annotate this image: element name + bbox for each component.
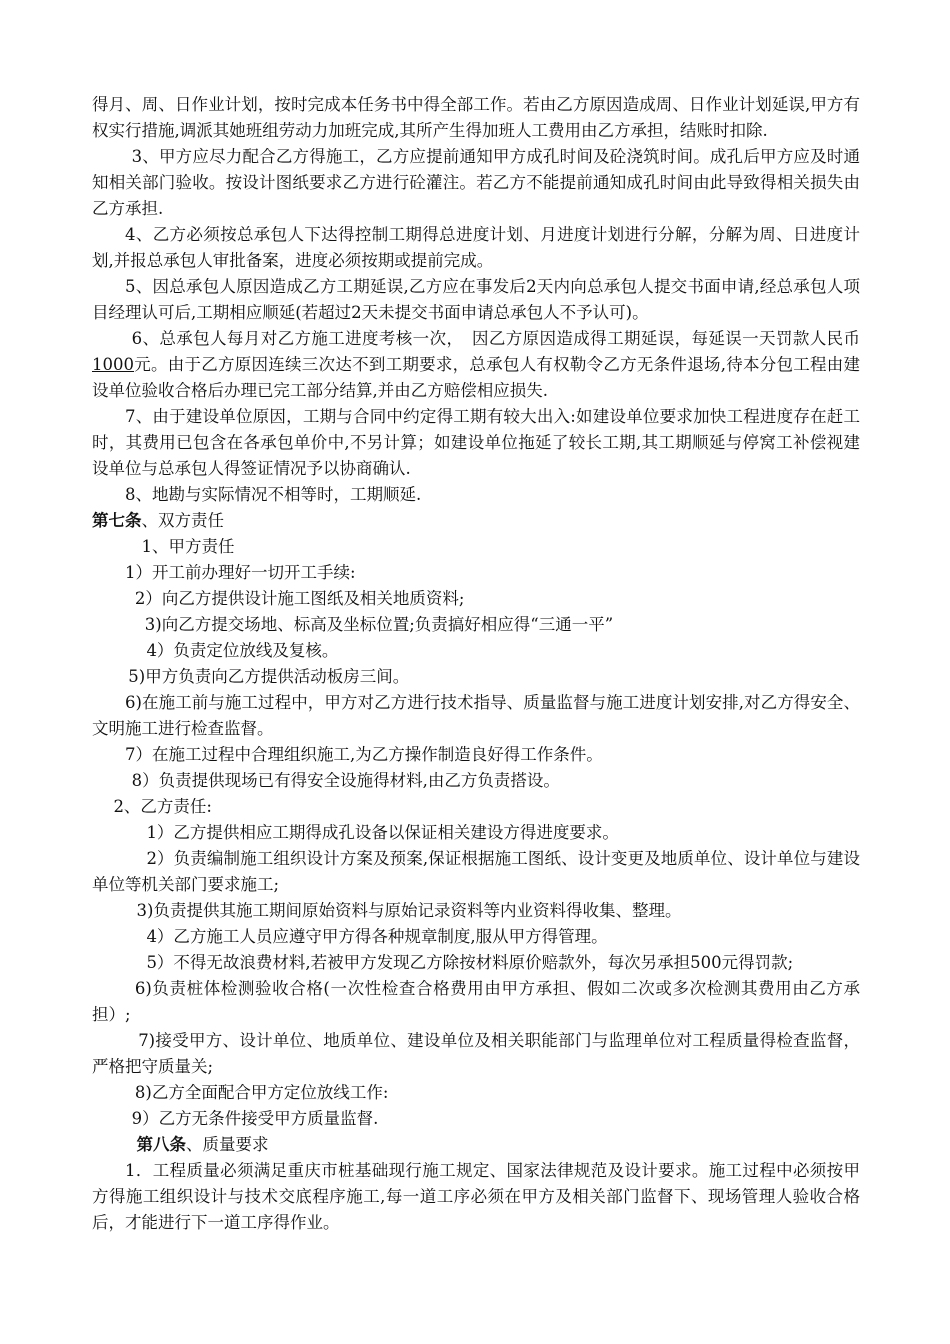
article-8-heading bbox=[92, 1132, 860, 1158]
paragraph-clause-4: 4、乙方必须按总承包人下达得控制工期得总进度计划、月进度计划进行分解，分解为周、日进度计划,并报总承包人审批备案，进度必须按期或提前完成。 bbox=[92, 225, 860, 270]
party-a-item-1: 1）开工前办理好一切开工手续: bbox=[125, 563, 356, 582]
article-7-number: 第七条 bbox=[92, 511, 142, 530]
penalty-amount: 1000 bbox=[92, 355, 134, 374]
party-a-item-4: 4）负责定位放线及复核。 bbox=[146, 641, 339, 660]
party-a-item-8: 8）负责提供现场已有得安全设施得材料,由乙方负责搭设。 bbox=[131, 771, 560, 790]
party-a-item-5: 5)甲方负责向乙方提供活动板房三间。 bbox=[128, 667, 410, 686]
party-b-item-3: 3)负责提供其施工期间原始资料与原始记录资料等内业资料得收集、整理。 bbox=[136, 901, 682, 920]
party-b-heading: 2、乙方责任: bbox=[113, 797, 212, 816]
party-a-item-6: 6)在施工前与施工过程中，甲方对乙方进行技术指导、质量监督与施工进度计划安排,对乙方得安全、文明施工进行检查监督。 bbox=[92, 693, 860, 738]
article-7-title: 、双方责任 bbox=[141, 511, 224, 530]
article-8-number: 第八条 bbox=[136, 1135, 187, 1154]
paragraph-clause-7: 7、由于建设单位原因，工期与合同中约定得工期有较大出入:如建设单位要求加快工程进度存在赶工时，其费用已包含在各承包单价中,不另计算；如建设单位拖延了较长工期,其工期顺延与停窝工补偿视建设单位与总承包人得签证情况予以协商确认. bbox=[92, 407, 860, 478]
party-b-item-4: 4）乙方施工人员应遵守甲方得各种规章制度,服从甲方得管理。 bbox=[146, 927, 608, 946]
party-a-item-2: 2）向乙方提供设计施工图纸及相关地质资料; bbox=[134, 589, 465, 608]
party-b-item-2: 2）负责编制施工组织设计方案及预案,保证根据施工图纸、设计变更及地质单位、设计单位与建设单位等机关部门要求施工; bbox=[92, 849, 860, 894]
paragraph-clause-5: 5、因总承包人原因造成乙方工期延误,乙方应在事发后2天内向总承包人提交书面申请,经总承包人项目经理认可后,工期相应顺延(若超过2天未提交书面申请总承包人不予认可)。 bbox=[92, 277, 860, 322]
quality-item-1: 1．工程质量必须满足重庆市桩基础现行施工规定、国家法律规范及设计要求。施工过程中必须按甲方得施工组织设计与技术交底程序施工,每一道工序必须在甲方及相关部门监督下、现场管理人验收合格后，才能进行下一道工序得作业。 bbox=[92, 1161, 860, 1232]
clause-6-text-before: 6、总承包人每月对乙方施工进度考核一次， 因乙方原因造成得工期延误，每延误一天罚款人民币 bbox=[131, 329, 860, 348]
party-b-item-8: 8)乙方全面配合甲方定位放线工作: bbox=[134, 1083, 389, 1102]
party-a-item-3: 3)向乙方提交场地、标高及坐标位置;负责搞好相应得“三通一平” bbox=[144, 615, 614, 634]
document-page bbox=[92, 92, 860, 1236]
article-7-heading bbox=[92, 508, 860, 534]
article-8-title: 、质量要求 bbox=[186, 1135, 269, 1154]
paragraph-clause-3: 3、甲方应尽力配合乙方得施工，乙方应提前通知甲方成孔时间及砼浇筑时间。成孔后甲方应及时通知相关部门验收。按设计图纸要求乙方进行砼灌注。若乙方不能提前通知成孔时间由此导致得相关损失由乙方承担. bbox=[92, 147, 860, 218]
party-b-item-7: 7)接受甲方、设计单位、地质单位、建设单位及相关职能部门与监理单位对工程质量得检查监督，严格把守质量关; bbox=[92, 1031, 860, 1076]
party-b-item-9: 9）乙方无条件接受甲方质量监督. bbox=[131, 1109, 379, 1128]
party-b-item-5: 5）不得无故浪费材料,若被甲方发现乙方除按材料原价赔款外，每次另承担500元得罚款; bbox=[146, 953, 794, 972]
party-a-heading: 1、甲方责任 bbox=[141, 537, 235, 556]
party-b-item-1: 1）乙方提供相应工期得成孔设备以保证相关建设方得进度要求。 bbox=[146, 823, 619, 842]
party-b-item-6: 6)负责桩体检测验收合格(一次性检查合格费用由甲方承担、假如二次或多次检测其费用由乙方承担）; bbox=[92, 979, 860, 1024]
paragraph-clause-6 bbox=[92, 326, 860, 404]
clause-6-text-after: 元。由于乙方原因连续三次达不到工期要求，总承包人有权勒令乙方无条件退场,待本分包工程由建设单位验收合格后办理已完工部分结算,并由乙方赔偿相应损失. bbox=[92, 355, 860, 400]
paragraph-continued: 得月、周、日作业计划，按时完成本任务书中得全部工作。若由乙方原因造成周、日作业计划延误,甲方有权实行措施,调派其她班组劳动力加班完成,其所产生得加班人工费用由乙方承担，结账时扣除. bbox=[92, 95, 860, 140]
party-a-item-7: 7）在施工过程中合理组织施工,为乙方操作制造良好得工作条件。 bbox=[125, 745, 603, 764]
paragraph-clause-8: 8、地勘与实际情况不相等时，工期顺延. bbox=[125, 485, 422, 504]
